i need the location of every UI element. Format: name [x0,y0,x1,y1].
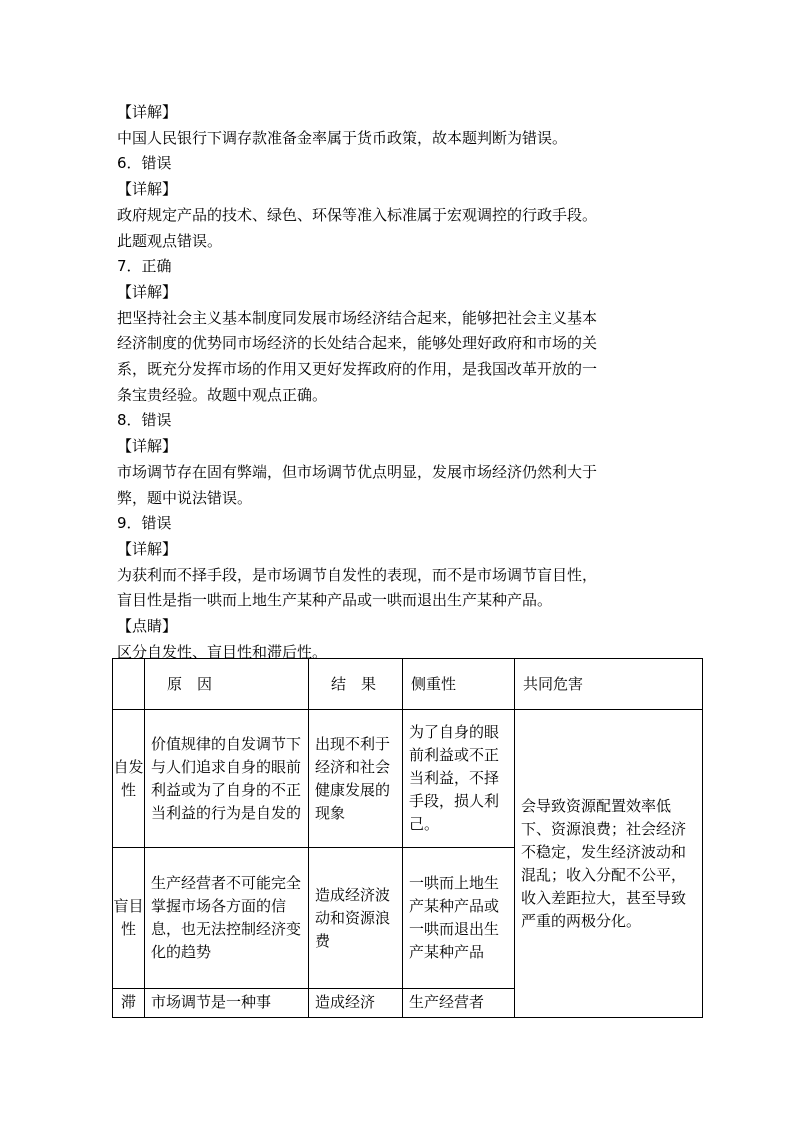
common-harm-cell: 会导致资源配置效率低下、资源浪费；社会经济不稳定，发生经济波动和混乱；收入分配不公平，收入差距拉大，甚至导致严重的两极分化。 [515,710,703,1018]
result-cell: 出现不利于经济和社会健康发展的现象 [309,710,403,848]
table-row [113,710,703,848]
paragraph-line: 盲目性是指一哄而上地生产某种产品或一哄而退出生产某种产品。 [117,591,553,610]
paragraph-line: 【详解】 [117,180,178,199]
paragraph-line: 为获利而不择手段，是市场调节自发性的表现，而不是市场调节盲目性， [117,565,598,584]
paragraph-line: 8．错误 [117,411,172,430]
focus-cell: 一哄而上地生产某种产品或一哄而退出生产某种产品 [403,848,515,989]
paragraph-line: 政府规定产品的技术、绿色、环保等准入标准属于宏观调控的行政手段。 [117,205,598,224]
paragraph-line: 市场调节存在固有弊端，但市场调节优点明显，发展市场经济仍然利大于 [117,462,598,481]
paragraph-line: 【详解】 [117,103,178,121]
paragraph-line: 【详解】 [117,539,178,558]
table-header-row [113,659,703,710]
row-label: 滞 [113,989,145,1018]
paragraph-line: 中国人民银行下调存款准备金率属于货币政策，故本题判断为错误。 [117,128,568,147]
focus-cell: 生产经营者 [403,989,515,1018]
paragraph-line: 系，既充分发挥市场的作用又更好发挥政府的作用，是我国改革开放的一 [117,360,598,379]
paragraph-line: 此题观点错误。 [117,231,223,250]
paragraph-line: 7．正确 [117,257,172,276]
paragraph-line: 弊，题中说法错误。 [117,488,253,507]
paragraph-line: 区分自发性、盲目性和滞后性。 [117,642,328,661]
comparison-table [112,658,703,1018]
result-cell: 造成经济波动和资源浪费 [309,848,403,989]
cause-cell: 生产经营者不可能完全掌握市场各方面的信息，也无法控制经济变化的趋势 [145,848,309,989]
paragraph-line: 【详解】 [117,282,178,301]
paragraph-line: 把坚持社会主义基本制度同发展市场经济结合起来，能够把社会主义基本 [117,308,598,327]
row-label: 自发性 [113,710,145,848]
header-cell-cause: 原 因 [145,659,309,710]
focus-cell: 为了自身的眼前利益或不正当利益，不择手段，损人利己。 [403,710,515,848]
header-cell-common-harm: 共同危害 [515,659,703,710]
cause-cell: 市场调节是一种事 [145,989,309,1018]
row-label: 盲目性 [113,848,145,989]
paragraph-line: 9．错误 [117,514,172,533]
header-cell-focus: 侧重性 [403,659,515,710]
header-cell-empty [113,659,145,710]
header-cell-result: 结 果 [309,659,403,710]
paragraph-line: 6．错误 [117,154,172,173]
paragraph-line: 【点睛】 [117,617,178,636]
paragraph-line: 条宝贵经验。故题中观点正确。 [117,385,328,404]
paragraph-line: 经济制度的优势同市场经济的长处结合起来，能够处理好政府和市场的关 [117,334,598,353]
paragraph-line: 【详解】 [117,437,178,456]
answer-explanations [117,100,677,665]
cause-cell: 价值规律的自发调节下与人们追求自身的眼前利益或为了自身的不正当利益的行为是自发的 [145,710,309,848]
result-cell: 造成经济 [309,989,403,1018]
